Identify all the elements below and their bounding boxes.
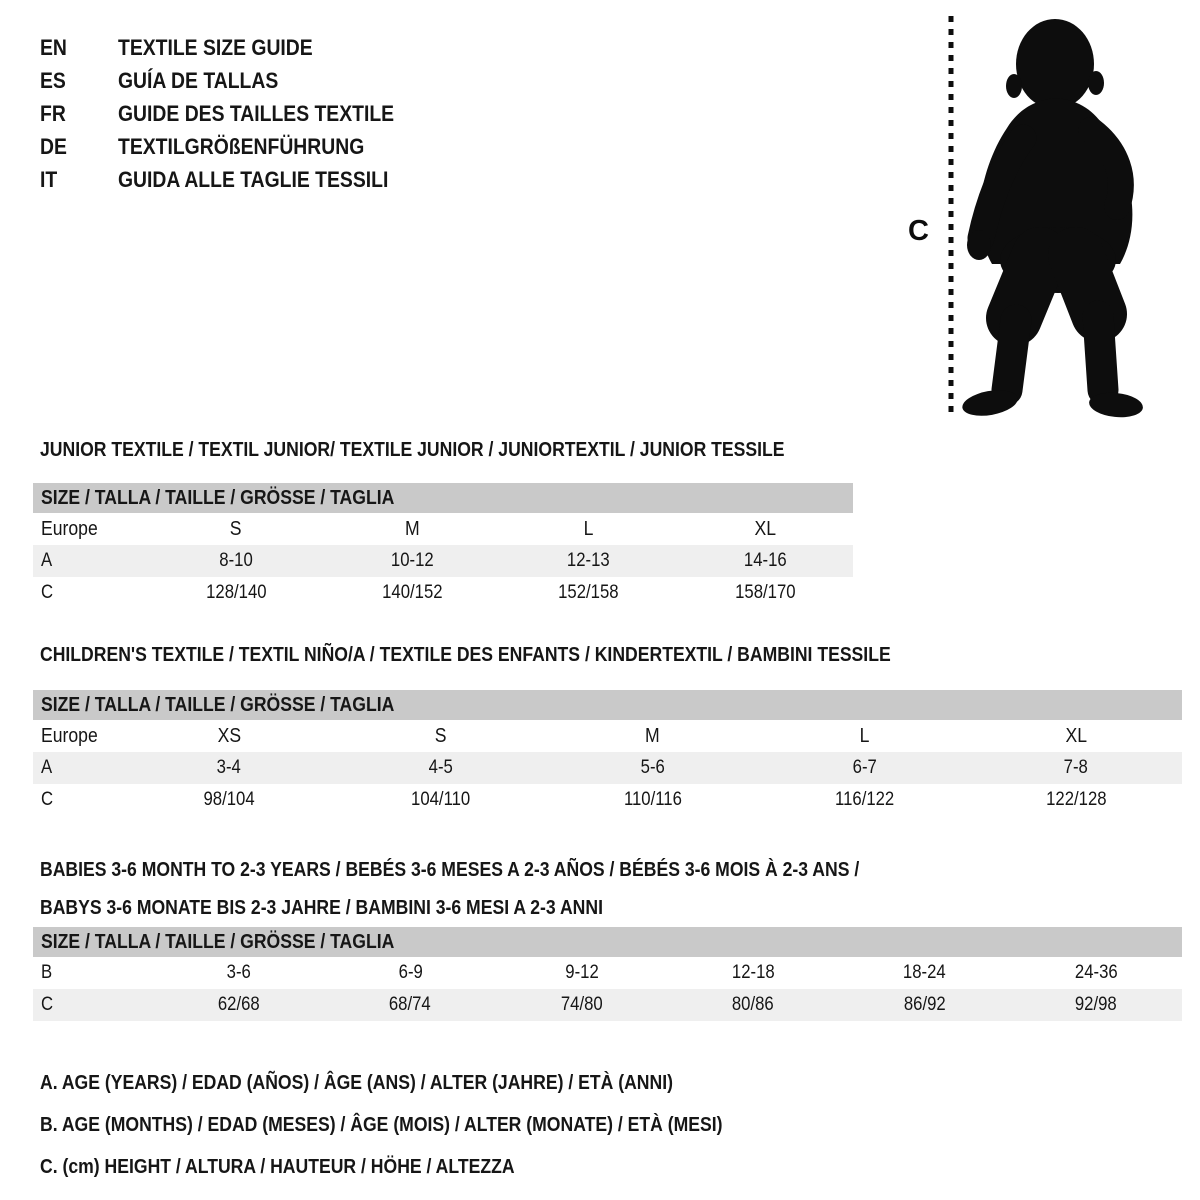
height-measure-label: C xyxy=(908,215,929,247)
legend-block xyxy=(40,1062,816,1188)
cell-value: 12-18 xyxy=(731,962,775,983)
lang-title: GUIDE DES TAILLES TEXTILE xyxy=(118,101,395,126)
cell-value: 74/80 xyxy=(560,994,603,1015)
junior-textile-section xyxy=(33,438,853,609)
cell-value: 92/98 xyxy=(1075,994,1118,1015)
cell-value: 3-6 xyxy=(226,962,251,983)
lang-code: ES xyxy=(40,68,66,93)
legend-line-a xyxy=(40,1062,816,1104)
language-title-block xyxy=(40,31,432,196)
lang-row-fr xyxy=(40,97,432,130)
data-row-C xyxy=(33,784,1182,816)
size-header-bar xyxy=(33,690,1182,720)
baby-height-figure xyxy=(890,0,1200,430)
junior-section-title xyxy=(40,438,853,462)
childrens-textile-section xyxy=(33,643,1182,816)
column-header: L xyxy=(859,725,870,747)
data-row-B xyxy=(33,957,1182,989)
baby-silhouette-icon xyxy=(960,19,1144,420)
row-label: Europe xyxy=(41,518,98,540)
legend-line-c-text: C. (cm) HEIGHT / ALTURA / HAUTEUR / HÖHE / ALTEZZA xyxy=(40,1156,515,1178)
column-header: S xyxy=(434,725,447,747)
cell-value: 80/86 xyxy=(732,994,775,1015)
lang-code: FR xyxy=(40,101,66,126)
babies-table-body xyxy=(33,957,1182,1021)
cell-value: 8-10 xyxy=(219,550,253,571)
size-header-bar xyxy=(33,483,853,513)
baby-figure-svg xyxy=(890,0,1200,430)
cell-value: 68/74 xyxy=(389,994,432,1015)
lang-code: EN xyxy=(40,35,67,60)
data-row-A xyxy=(33,545,853,577)
row-label: Europe xyxy=(41,725,98,747)
junior-section-title-text: JUNIOR TEXTILE / TEXTIL JUNIOR/ TEXTILE JUNIOR / JUNIORTEXTIL / JUNIOR TESSILE xyxy=(40,439,785,461)
cell-value: 110/116 xyxy=(623,789,682,810)
data-row-A xyxy=(33,752,1182,784)
junior-table-body xyxy=(33,513,853,609)
cell-value: 7-8 xyxy=(1064,757,1089,778)
junior-size-table xyxy=(33,483,853,609)
data-row-C xyxy=(33,989,1182,1021)
cell-value: 86/92 xyxy=(903,994,946,1015)
cell-value: 128/140 xyxy=(205,582,267,603)
cell-value: 12-13 xyxy=(567,550,611,571)
lang-row-it xyxy=(40,163,432,196)
legend-line-a-text: A. AGE (YEARS) / EDAD (AÑOS) / ÂGE (ANS) / ALTER (JAHRE) / ETÀ (ANNI) xyxy=(40,1072,673,1094)
childrens-section-title xyxy=(40,643,1182,667)
lang-title: TEXTILGRÖßENFÜHRUNG xyxy=(118,134,365,159)
cell-value: 104/110 xyxy=(411,789,471,810)
cell-value: 152/158 xyxy=(558,582,619,603)
data-row-C xyxy=(33,577,853,609)
childrens-table-body xyxy=(33,720,1182,816)
legend-line-c xyxy=(40,1146,816,1188)
column-header: XL xyxy=(754,518,776,540)
column-header: M xyxy=(405,518,420,540)
cell-value: 6-7 xyxy=(852,757,877,778)
childrens-section-title-text: CHILDREN'S TEXTILE / TEXTIL NIÑO/A / TEXTILE DES ENFANTS / KINDERTEXTIL / BAMBINI TESSILE xyxy=(40,644,891,666)
babies-section-title-line1: BABIES 3-6 MONTH TO 2-3 YEARS / BEBÉS 3-6 MESES A 2-3 AÑOS / BÉBÉS 3-6 MOIS À 2-3 ANS / xyxy=(40,859,860,881)
cell-value: 122/128 xyxy=(1045,789,1107,810)
size-header-text: SIZE / TALLA / TAILLE / GRÖSSE / TAGLIA xyxy=(41,931,395,953)
lang-title: GUIDA ALLE TAGLIE TESSILI xyxy=(118,167,389,192)
cell-value: 98/104 xyxy=(203,789,255,810)
babies-section-title xyxy=(40,851,1182,927)
size-header-text: SIZE / TALLA / TAILLE / GRÖSSE / TAGLIA xyxy=(41,694,395,716)
cell-value: 62/68 xyxy=(217,994,260,1015)
cell-value: 6-9 xyxy=(398,962,423,983)
legend-line-b-text: B. AGE (MONTHS) / EDAD (MESES) / ÂGE (MOIS) / ALTER (MONATE) / ETÀ (MESI) xyxy=(40,1114,723,1136)
column-header: XS xyxy=(217,725,241,747)
babies-size-table xyxy=(33,927,1182,1021)
row-label: A xyxy=(41,757,53,778)
lang-row-en xyxy=(40,31,432,64)
cell-value: 18-24 xyxy=(903,962,947,983)
lang-code: DE xyxy=(40,134,67,159)
size-header-bar xyxy=(33,927,1182,957)
lang-code: IT xyxy=(40,167,58,192)
cell-value: 14-16 xyxy=(743,550,787,571)
childrens-size-table xyxy=(33,690,1182,816)
column-header: S xyxy=(230,518,242,540)
lang-row-es xyxy=(40,64,432,97)
cell-value: 140/152 xyxy=(382,582,443,603)
cell-value: 10-12 xyxy=(390,550,434,571)
legend-line-b xyxy=(40,1104,816,1146)
lang-row-de xyxy=(40,130,432,163)
column-header-row xyxy=(33,513,853,545)
cell-value: 116/122 xyxy=(834,789,894,810)
babies-section-title-line2: BABYS 3-6 MONATE BIS 2-3 JAHRE / BAMBINI 3-6 MESI A 2-3 ANNI xyxy=(40,897,603,919)
lang-title: TEXTILE SIZE GUIDE xyxy=(118,35,313,60)
lang-title: GUÍA DE TALLAS xyxy=(118,68,279,93)
cell-value: 5-6 xyxy=(640,757,665,778)
column-header: M xyxy=(645,725,660,747)
column-header: L xyxy=(583,518,594,540)
cell-value: 9-12 xyxy=(565,962,599,983)
row-label: A xyxy=(41,550,53,571)
cell-value: 4-5 xyxy=(428,757,453,778)
column-header: XL xyxy=(1065,725,1087,747)
row-label: C xyxy=(41,582,54,603)
size-header-text: SIZE / TALLA / TAILLE / GRÖSSE / TAGLIA xyxy=(41,487,395,509)
cell-value: 3-4 xyxy=(216,757,241,778)
row-label: B xyxy=(41,962,53,983)
babies-section xyxy=(33,851,1182,1021)
cell-value: 158/170 xyxy=(734,582,796,603)
cell-value: 24-36 xyxy=(1074,962,1118,983)
row-label: C xyxy=(41,994,54,1015)
row-label: C xyxy=(41,789,54,810)
column-header-row xyxy=(33,720,1182,752)
